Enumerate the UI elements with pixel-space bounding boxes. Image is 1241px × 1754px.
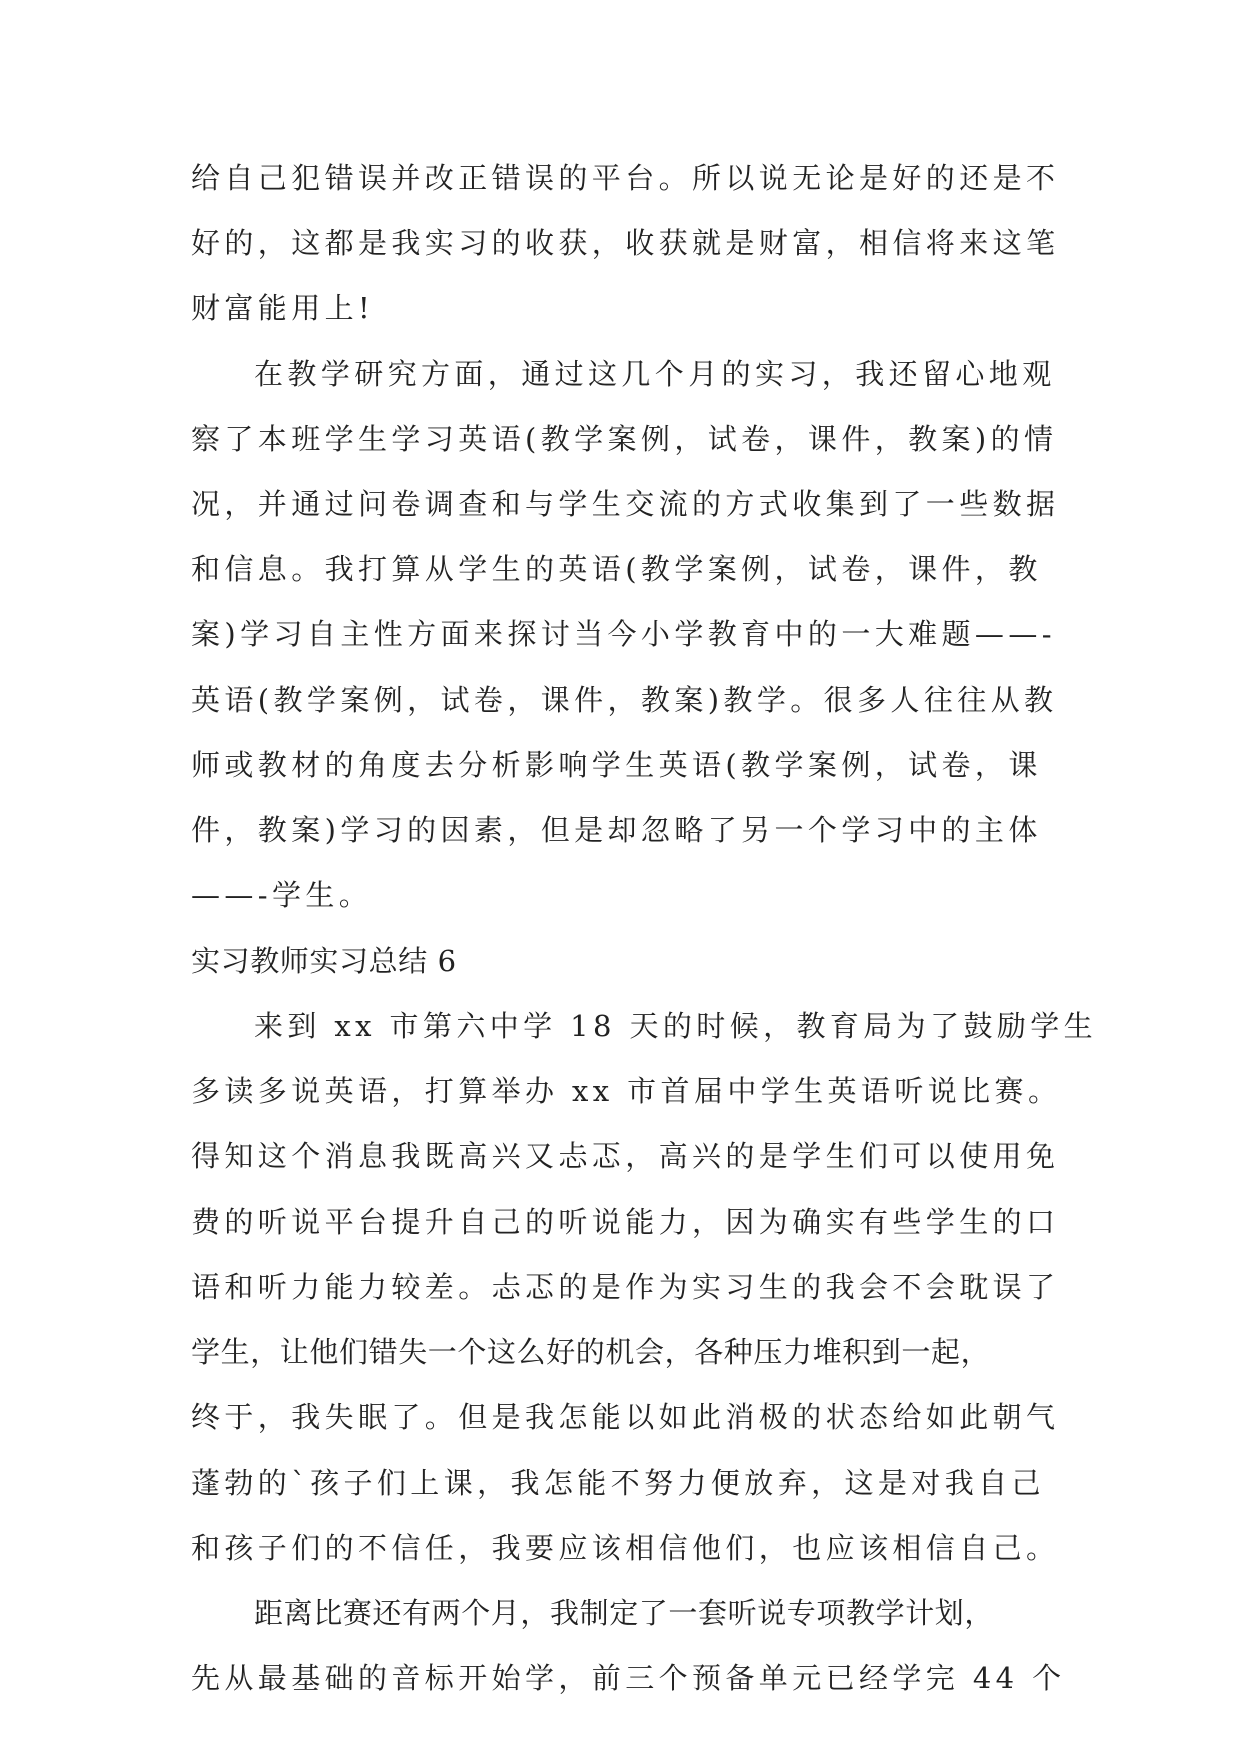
- text-line: 和信息。我打算从学生的英语(教学案例，试卷，课件，教: [191, 552, 1042, 586]
- text-line: 件，教案)学习的因素，但是却忽略了另一个学习中的主体: [191, 813, 1042, 847]
- text-line: 给自己犯错误并改正错误的平台。所以说无论是好的还是不: [191, 161, 1060, 195]
- text-line: 多读多说英语，打算举办 xx 市首届中学生英语听说比赛。: [191, 1074, 1062, 1108]
- text-line: 察了本班学生学习英语(教学案例，试卷，课件，教案)的情: [191, 422, 1058, 456]
- text-line: 在教学研究方面，通过这几个月的实习，我还留心地观: [254, 357, 1056, 391]
- text-line: 和孩子们的不信任，我要应该相信他们，也应该相信自己。: [191, 1531, 1060, 1565]
- text-line: 先从最基础的音标开始学，前三个预备单元已经学完 44 个: [191, 1661, 1066, 1695]
- text-line: ——-学生。: [191, 878, 373, 912]
- text-line: 蓬勃的`孩子们上课，我怎能不努力便放弃，这是对我自己: [191, 1466, 1045, 1500]
- text-line: 好的，这都是我实习的收获，收获就是财富，相信将来这笔: [191, 226, 1060, 260]
- text-line: 英语(教学案例，试卷，课件，教案)教学。很多人往往从教: [191, 683, 1058, 717]
- text-line: 语和听力能力较差。忐忑的是作为实习生的我会不会耽误了: [191, 1270, 1060, 1304]
- text-line: 案)学习自主性方面来探讨当今小学教育中的一大难题——-: [191, 617, 1056, 651]
- text-line: 来到 xx 市第六中学 18 天的时候，教育局为了鼓励学生: [254, 1009, 1098, 1043]
- text-line: 费的听说平台提升自己的听说能力，因为确实有些学生的口: [191, 1205, 1060, 1239]
- text-line: 得知这个消息我既高兴又忐忑，高兴的是学生们可以使用免: [191, 1139, 1060, 1173]
- text-line: 学生，让他们错失一个这么好的机会，各种压力堆积到一起，: [191, 1335, 991, 1369]
- text-line: 距离比赛还有两个月，我制定了一套听说专项教学计划，: [254, 1596, 995, 1630]
- text-line: 终于，我失眠了。但是我怎能以如此消极的状态给如此朝气: [191, 1400, 1060, 1434]
- text-line: 况，并通过问卷调查和与学生交流的方式收集到了一些数据: [191, 487, 1060, 521]
- text-line: 师或教材的角度去分析影响学生英语(教学案例，试卷，课: [191, 748, 1042, 782]
- section-heading: 实习教师实习总结 6: [191, 944, 457, 978]
- text-line: 财富能用上!: [191, 291, 375, 325]
